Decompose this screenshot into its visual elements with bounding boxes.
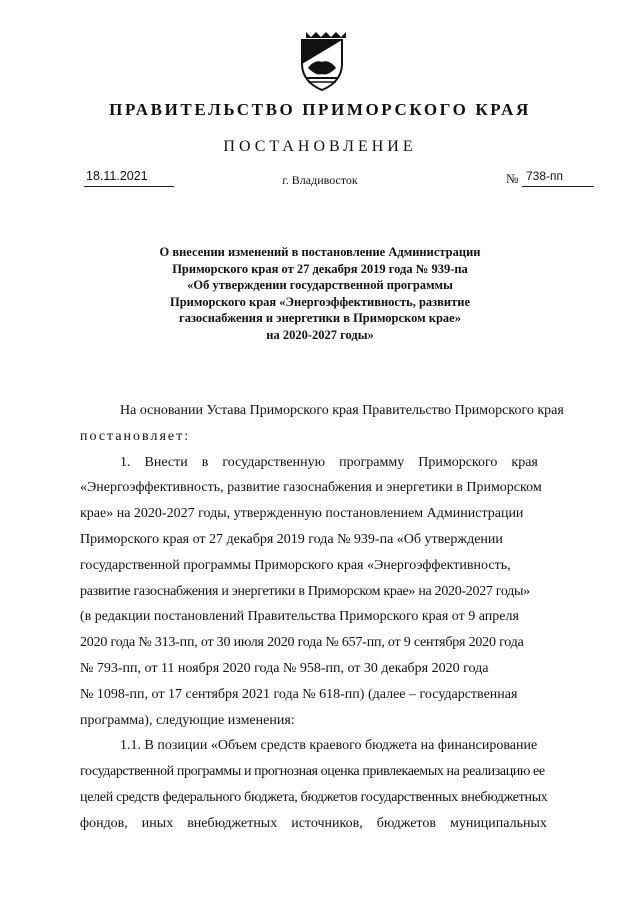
coat-of-arms-icon xyxy=(294,28,350,92)
body-line: программа), следующие изменения: xyxy=(80,712,295,728)
body-line: 1. Внести в государственную программу Приморского края xyxy=(120,454,538,470)
body-line: государственной программы Приморского края «Энергоэффективность, xyxy=(80,557,511,573)
body-line: государственной программы и прогнозная оценка привлекаемых на реализацию ее xyxy=(80,764,545,780)
subject-line: Приморского края от 27 декабря 2019 года № 939-па xyxy=(172,261,468,276)
subject-line: на 2020-2027 годы» xyxy=(266,327,374,342)
government-title: ПРАВИТЕЛЬСТВО ПРИМОРСКОГО КРАЯ xyxy=(109,100,531,119)
body-line: постановляет: xyxy=(80,428,191,444)
document-city: г. Владивосток xyxy=(282,173,358,187)
document-number: 738-пп xyxy=(522,169,594,187)
body-line: (в редакции постановлений Правительства Приморского края от 9 апреля xyxy=(80,609,519,625)
number-label: № xyxy=(506,171,519,186)
body-line: 1.1. В позиции «Объем средств краевого бюджета на финансирование xyxy=(120,738,538,754)
body-line: крае» на 2020-2027 годы, утвержденную постановлением Администрации xyxy=(80,506,524,522)
body-line: № 793-пп, от 11 ноября 2020 года № 958-пп, от 30 декабря 2020 года xyxy=(80,660,489,676)
body-line: Приморского края от 27 декабря 2019 года № 939-па «Об утверждении xyxy=(80,531,503,547)
subject-line: газоснабжения и энергетики в Приморском крае» xyxy=(179,311,461,325)
body-line: развитие газоснабжения и энергетики в Приморском крае» на 2020-2027 годы» xyxy=(80,583,530,599)
document-subject xyxy=(110,244,530,343)
body-line: целей средств федерального бюджета, бюджетов государственных внебюджетных xyxy=(80,789,548,805)
subject-line: Приморского края «Энергоэффективность, развитие xyxy=(169,294,471,309)
document-type: ПОСТАНОВЛЕНИЕ xyxy=(223,138,417,155)
document-body xyxy=(80,398,599,837)
document-date: 18.11.2021 xyxy=(84,169,174,187)
body-line: фондов, иных внебюджетных источников, бюджетов муниципальных xyxy=(80,815,547,831)
body-line: «Энергоэффективность, развитие газоснабжения и энергетики в Приморском xyxy=(80,480,542,496)
body-line: 2020 года № 313-пп, от 30 июля 2020 года № 657-пп, от 9 сентября 2020 года xyxy=(80,635,524,651)
body-line: На основании Устава Приморского края Правительство Приморского края xyxy=(120,403,564,418)
body-line: № 1098-пп, от 17 сентября 2021 года № 618-пп) (далее – государственная xyxy=(80,686,518,702)
subject-line: О внесении изменений в постановление Администрации xyxy=(159,245,481,259)
subject-line: «Об утверждении государственной программы xyxy=(187,278,453,292)
